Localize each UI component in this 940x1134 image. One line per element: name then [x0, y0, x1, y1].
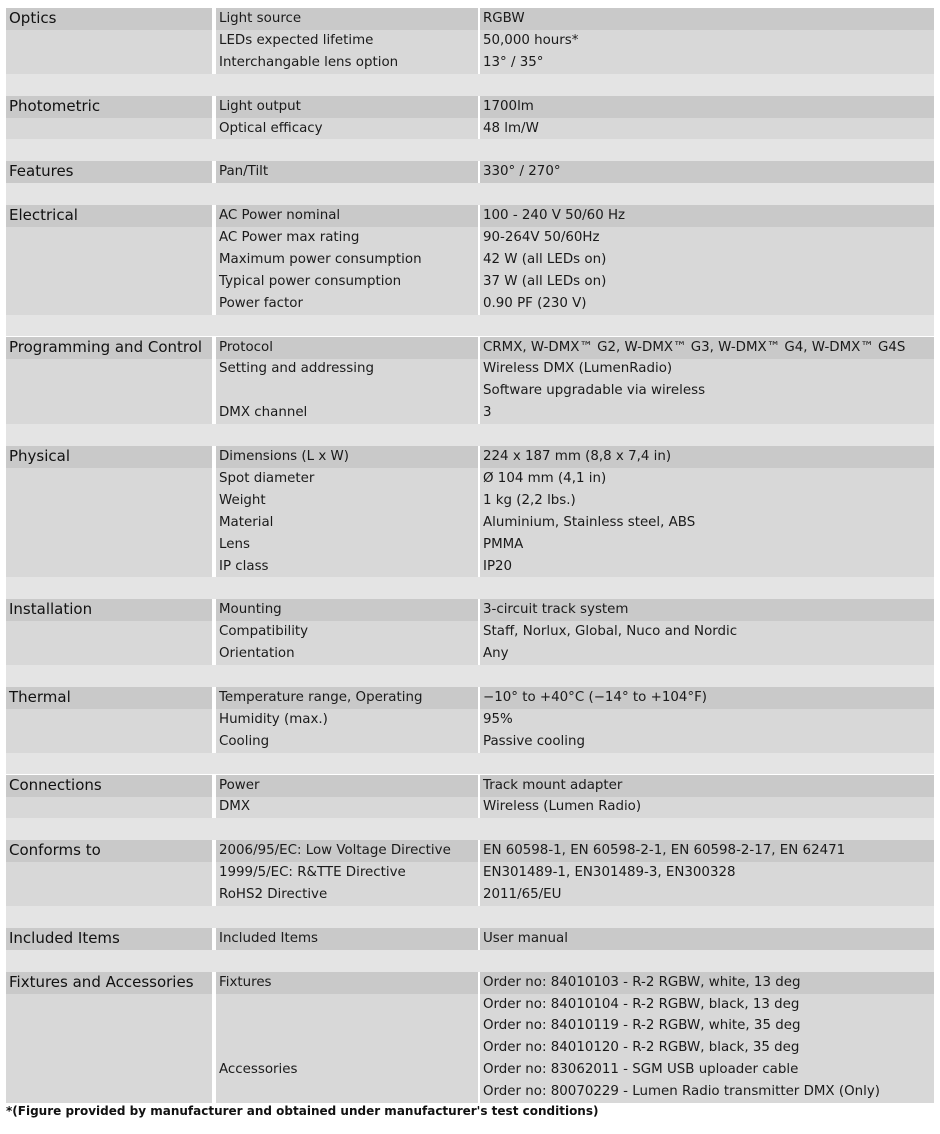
section-category: Thermal [9, 687, 71, 706]
spec-value: User manual [483, 930, 568, 946]
value-row-bg [480, 8, 934, 30]
spec-value: 2011/65/EU [483, 887, 562, 902]
spec-label: Accessories [219, 1062, 298, 1078]
spec-label: Typical power consumption [219, 273, 402, 289]
section-spacer [6, 183, 934, 205]
section-category: Physical [9, 447, 71, 465]
spec-value: 95% [483, 711, 513, 727]
spec-value: Order no: 84010104 - R-2 RGBW, black, 13 deg [483, 996, 800, 1012]
spec-label: Power factor [219, 295, 303, 311]
section-spacer [6, 665, 934, 687]
spec-value: Ø 104 mm (4,1 in) [483, 470, 607, 486]
spec-value: 13° / 35° [483, 54, 544, 70]
spec-value: 37 W (all LEDs on) [483, 273, 607, 289]
spec-value: PMMA [483, 536, 524, 552]
section-category: Features [9, 162, 74, 181]
section-spacer [6, 577, 934, 599]
spec-label: Orientation [219, 646, 295, 662]
spec-value: 90-264V 50/60Hz [483, 230, 600, 245]
spec-value: 1700lm [483, 98, 534, 114]
spec-label: Spot diameter [219, 470, 315, 486]
spec-value: Software upgradable via wireless [483, 383, 706, 399]
spec-label: Temperature range, Operating [219, 689, 423, 705]
spec-value: CRMX, W-DMX™ G2, W-DMX™ G3, W-DMX™ G4, W-DMX™ G4S [483, 339, 906, 355]
spec-value: 100 - 240 V 50/60 Hz [483, 208, 626, 224]
section-spacer [6, 315, 934, 337]
spec-label: Included Items [219, 930, 318, 946]
section-spacer [6, 753, 934, 775]
spec-label: AC Power nominal [219, 208, 341, 224]
spec-value: 330° / 270° [483, 164, 561, 180]
section-category: Installation [9, 600, 93, 619]
spec-value: RGBW [483, 11, 525, 26]
section-category: Optics [9, 9, 57, 27]
spec-label: Pan/Tilt [219, 164, 269, 180]
spec-label: RoHS2 Directive [219, 887, 328, 902]
spec-value: 3 [483, 405, 492, 421]
section-category: Fixtures and Accessories [9, 972, 194, 991]
section-category: Conforms to [9, 841, 101, 860]
spec-value: −10° to +40°C (−14° to +104°F) [483, 689, 708, 705]
spec-value: Track mount adapter [483, 777, 623, 793]
spec-label: DMX channel [219, 405, 308, 421]
spec-value: Order no: 84010119 - R-2 RGBW, white, 35 deg [483, 1018, 801, 1034]
section-spacer [6, 906, 934, 928]
spec-label: 1999/5/EC: R&TTE Directive [219, 865, 406, 881]
spec-value: 50,000 hours* [483, 32, 579, 48]
spec-value: 42 W (all LEDs on) [483, 251, 607, 267]
section-spacer [6, 818, 934, 840]
spec-value: 224 x 187 mm (8,8 x 7,4 in) [483, 449, 672, 464]
spec-value: Any [483, 646, 509, 662]
spec-label: Compatibility [219, 624, 309, 640]
spec-value: Staff, Norlux, Global, Nuco and Nordic [483, 624, 738, 640]
spec-label: 2006/95/EC: Low Voltage Directive [219, 843, 451, 859]
spec-label: DMX [219, 799, 251, 815]
spec-value: Order no: 84010120 - R-2 RGBW, black, 35 deg [483, 1040, 800, 1056]
spec-value: 3-circuit track system [483, 602, 629, 618]
spec-value: 48 lm/W [483, 120, 539, 136]
spec-label: Maximum power consumption [219, 251, 422, 267]
spec-label: Dimensions (L x W) [219, 449, 349, 464]
spec-value: Wireless (Lumen Radio) [483, 799, 642, 815]
spec-value: Order no: 83062011 - SGM USB uploader cable [483, 1062, 799, 1078]
section-category: Programming and Control [9, 337, 203, 356]
spec-value: 0.90 PF (230 V) [483, 295, 587, 311]
section-category: Photometric [9, 96, 101, 115]
spec-label: Material [219, 514, 274, 530]
spec-label: Light output [219, 98, 301, 114]
spec-label: Humidity (max.) [219, 711, 328, 727]
spec-value: IP20 [483, 558, 513, 574]
section-spacer [6, 74, 934, 96]
spec-label: Light source [219, 11, 302, 26]
spec-label: Interchangable lens option [219, 54, 399, 70]
spec-label: Optical efficacy [219, 120, 323, 136]
spec-label: Lens [219, 536, 250, 552]
section-spacer [6, 139, 934, 161]
spec-label: Weight [219, 492, 266, 508]
spec-value: 1 kg (2,2 lbs.) [483, 492, 576, 508]
spec-label: Mounting [219, 602, 282, 618]
section-spacer [6, 424, 934, 446]
spec-value: Passive cooling [483, 733, 585, 749]
spec-label: Fixtures [219, 974, 272, 990]
section-spacer [6, 950, 934, 972]
spec-label: Cooling [219, 733, 270, 749]
section-category: Included Items [9, 928, 120, 947]
spec-label: AC Power max rating [219, 230, 360, 245]
footnote: *(Figure provided by manufacturer and obtained under manufacturer's test conditions) [6, 1104, 599, 1118]
spec-label: Protocol [219, 339, 273, 355]
value-row-bg [480, 96, 934, 118]
spec-value: Aluminium, Stainless steel, ABS [483, 514, 696, 530]
spec-value: EN301489-1, EN301489-3, EN300328 [483, 865, 736, 881]
section-category: Connections [9, 775, 102, 794]
spec-value: Order no: 80070229 - Lumen Radio transmitter DMX (Only) [483, 1084, 880, 1100]
spec-value: Order no: 84010103 - R-2 RGBW, white, 13 deg [483, 974, 801, 990]
spec-value: Wireless DMX (LumenRadio) [483, 361, 673, 377]
spec-value: EN 60598-1, EN 60598-2-1, EN 60598-2-17, EN 62471 [483, 843, 846, 859]
spec-label: LEDs expected lifetime [219, 32, 374, 48]
spec-label: Power [219, 777, 260, 793]
spec-label: Setting and addressing [219, 361, 374, 377]
spec-label: IP class [219, 558, 269, 574]
section-category: Electrical [9, 206, 78, 225]
